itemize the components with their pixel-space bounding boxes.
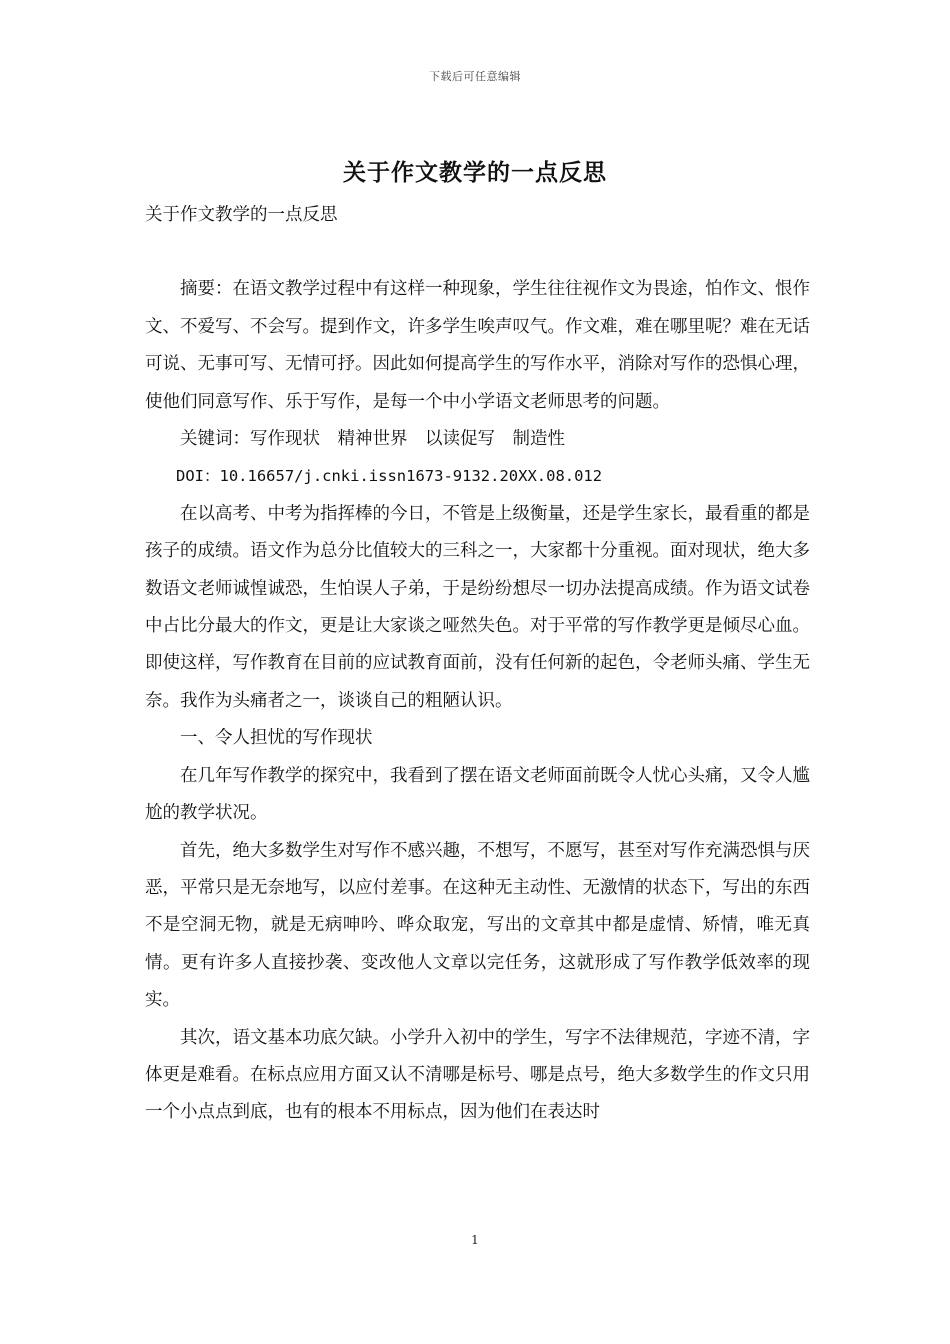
subtitle: 关于作文教学的一点反思 [145,205,338,225]
second-point-paragraph: 其次，语文基本功底欠缺。小学升入初中的学生，写字不法律规范，字迹不清，字体更是难看。在标点应用方面又认不清哪是标号、哪是点号，绝大多数学生的作文只用一个小点点到底，也有的根本不用标点，因为他们在表达时 [145,1027,810,1123]
section-intro-paragraph: 在几年写作教学的探究中，我看到了摆在语文老师面前既令人忧心头痛，又令人尴尬的教学状况。 [145,765,810,824]
blank-line [145,234,810,271]
section-heading: 一、令人担忧的写作现状 [180,728,373,749]
first-point-paragraph: 首先，绝大多数学生对写作不感兴趣，不想写，不愿写，甚至对写作充满恐惧与厌恶，平常只是无奈地写，以应付差事。在这种无主动性、无激情的状态下，写出的东西不是空洞无物，就是无病呻吟、哗众取宠，写出的文章其中都是虚情、矫情，唯无真情。更有许多人直接抄袭、变改他人文章以完任务，这就形成了写作教学低效率的现实。 [145,840,810,1011]
intro-paragraph: 在以高考、中考为指挥棒的今日，不管是上级衡量，还是学生家长，最看重的都是孩子的成绩。语文作为总分比值较大的三科之一，大家都十分重视。面对现状，绝大多数语文老师诚惶诚恐，生怕误人子弟，于是纷纷想尽一切办法提高成绩。作为语文试卷中占比分最大的作文，更是让大家谈之哑然失色。对于平常的写作教学更是倾尽心血。即使这样，写作教育在目前的应试教育面前，没有任何新的起色，令老师头痛、学生无奈。我作为头痛者之一，谈谈自己的粗陋认识。 [145,503,810,711]
abstract-paragraph: 摘要：在语文教学过程中有这样一种现象，学生往往视作文为畏途，怕作文、恨作文、不爱写、不会写。提到作文，许多学生唉声叹气。作文难，难在哪里呢？难在无话可说、无事可写、无情可抒。因此如何提高学生的写作水平，消除对写作的恐惧心理，使他们同意写作、乐于写作，是每一个中小学语文老师思考的问题。 [145,279,810,412]
doi-line: DOI：10.16657/j.cnki.issn1673-9132.20XX.08.012 [176,467,603,486]
keywords-line: 关键词：写作现状 精神世界 以读促写 制造性 [180,429,565,450]
header-note: 下载后可任意编辑 [429,70,521,83]
page-number: 1 [471,1233,479,1247]
document-title: 关于作文教学的一点反思 [343,159,607,186]
document-body [145,197,810,1132]
